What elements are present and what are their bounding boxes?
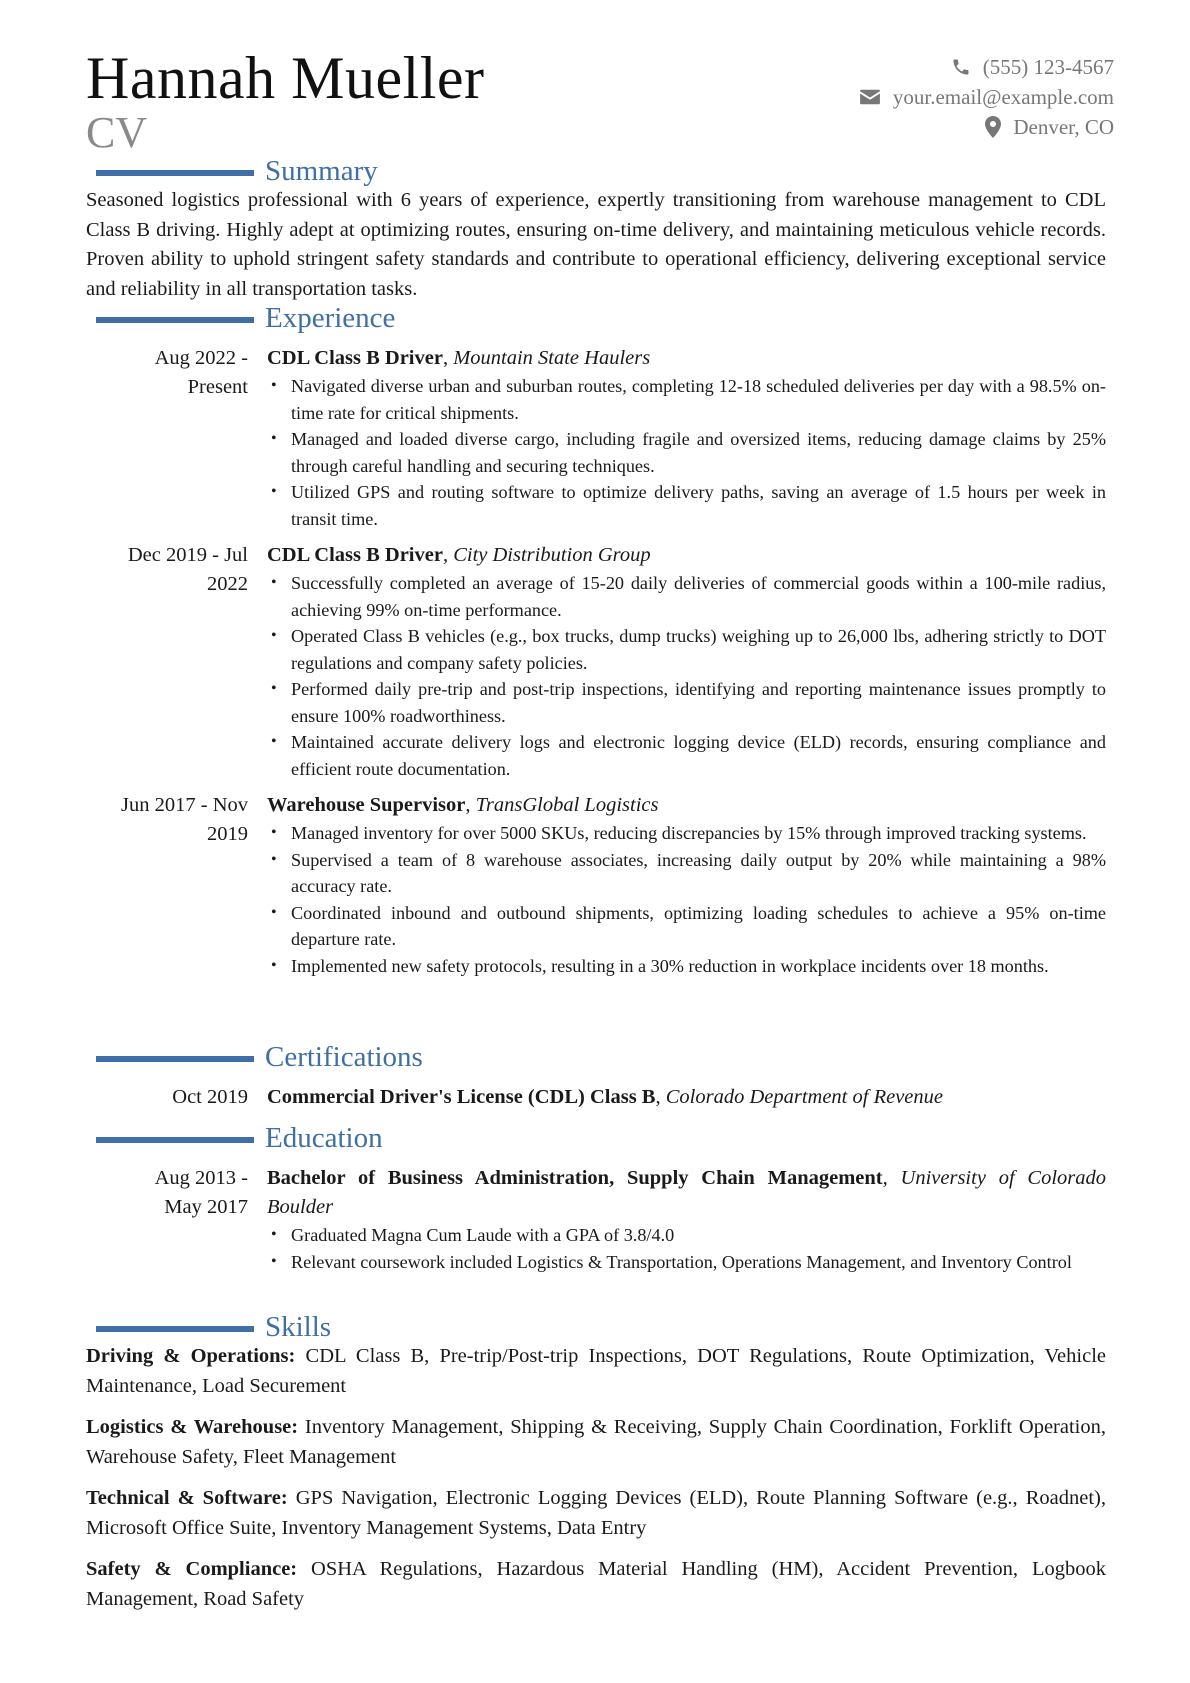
bullet-list xyxy=(267,570,1106,782)
section-accent-bar xyxy=(96,1137,254,1143)
date-end: Present xyxy=(187,376,248,398)
skill-label: Safety & Compliance: xyxy=(86,1558,298,1580)
entry-body xyxy=(267,344,1106,532)
list-item: • Implemented new safety protocols, resulting in a 30% reduction in workplace incidents over 18 months. xyxy=(267,953,1106,980)
entry-body xyxy=(267,1083,1106,1112)
date-end: 2022 xyxy=(207,573,248,595)
entry-date xyxy=(86,1083,248,1112)
date-end: 2019 xyxy=(207,823,248,845)
separator: , xyxy=(465,794,476,816)
job-title: Warehouse Supervisor xyxy=(267,794,466,816)
skill-values: GPS Navigation, Electronic Logging Devices (ELD), Route Planning Software (e.g., Roadnet), Microsoft Office Suite, Inventory Management Systems, Data Entry xyxy=(86,1487,1106,1539)
list-item: • Relevant coursework included Logistics & Transportation, Operations Management, and Inventory Control xyxy=(267,1249,1106,1276)
certification-title: Commercial Driver's License (CDL) Class B xyxy=(267,1086,656,1108)
entry-heading xyxy=(267,1164,1106,1222)
section-title: Experience xyxy=(265,302,396,334)
bullet-list xyxy=(267,1222,1106,1275)
list-item: • Coordinated inbound and outbound shipments, optimizing loading schedules to achieve a 95% on-time departure rate. xyxy=(267,900,1106,953)
list-item: • Successfully completed an average of 15-20 daily deliveries of commercial goods within a 100-mile radius, achieving 99% on-time performance. xyxy=(267,570,1106,623)
separator: , xyxy=(655,1086,666,1108)
section-header-certifications xyxy=(96,1040,423,1074)
skill-label: Driving & Operations: xyxy=(86,1345,296,1367)
skill-values: CDL Class B, Pre-trip/Post-trip Inspections, DOT Regulations, Route Optimization, Vehicle Maintenance, Load Securement xyxy=(86,1345,1106,1397)
envelope-icon xyxy=(859,88,881,106)
skills-list xyxy=(86,1342,1106,1626)
location-text: Denver, CO xyxy=(1013,114,1114,139)
skill-values: Inventory Management, Shipping & Receiving, Supply Chain Coordination, Forklift Operation, Warehouse Safety, Fleet Management xyxy=(86,1416,1106,1468)
entry-body xyxy=(267,541,1106,782)
list-item: • Supervised a team of 8 warehouse associates, increasing daily output by 20% while maintaining a 98% accuracy rate. xyxy=(267,847,1106,900)
skill-label: Logistics & Warehouse: xyxy=(86,1416,299,1438)
phone-icon xyxy=(951,57,971,77)
date-start: Jun 2017 - Nov xyxy=(121,794,248,816)
skill-label: Technical & Software: xyxy=(86,1487,288,1509)
contact-block xyxy=(694,52,1114,142)
company-name: City Distribution Group xyxy=(453,544,651,566)
skill-category xyxy=(86,1413,1106,1472)
entry-body xyxy=(267,1164,1106,1275)
date-start: Aug 2022 - xyxy=(154,347,248,369)
entry-date xyxy=(86,344,248,402)
entry-date xyxy=(86,1164,248,1222)
contact-email[interactable] xyxy=(694,82,1114,112)
school-name: University of Colorado Boulder xyxy=(267,1167,1107,1218)
summary-text: Seasoned logistics professional with 6 years of experience, expertly transitioning from warehouse management to CDL Class B driving. Highly adept at optimizing routes, ensuring on-time delivery, and maintaining meticulous vehicle records. Proven ability to uphold stringent safety standards and contribute to operational efficiency, delivering exceptional service and reliability in all transportation tasks. xyxy=(86,189,1106,300)
section-header-education xyxy=(96,1121,383,1155)
bullet-list xyxy=(267,820,1106,979)
entry-date xyxy=(86,541,248,599)
entry-body xyxy=(267,791,1106,979)
list-item: • Maintained accurate delivery logs and electronic logging device (ELD) records, ensuring compliance and efficient route documentation. xyxy=(267,729,1106,782)
list-item: • Managed inventory for over 5000 SKUs, reducing discrepancies by 15% through improved tracking systems. xyxy=(267,820,1106,847)
list-item: • Managed and loaded diverse cargo, including fragile and oversized items, reducing damage claims by 25% through careful handling and securing techniques. xyxy=(267,426,1106,479)
entry-heading xyxy=(267,1083,1106,1112)
list-item: • Navigated diverse urban and suburban routes, completing 12-18 scheduled deliveries per day with a 98.5% on-time rate for critical shipments. xyxy=(267,373,1106,426)
contact-phone[interactable] xyxy=(694,52,1114,82)
section-accent-bar xyxy=(96,317,254,323)
degree-title: Bachelor of Business Administration, Supply Chain Management xyxy=(267,1167,883,1189)
phone-text: (555) 123-4567 xyxy=(982,54,1114,79)
section-accent-bar xyxy=(96,1326,254,1332)
section-header-summary xyxy=(96,154,378,188)
skill-category xyxy=(86,1555,1106,1614)
section-accent-bar xyxy=(96,1056,254,1062)
entry-date xyxy=(86,791,248,849)
skill-category xyxy=(86,1484,1106,1543)
date-start: Dec 2019 - Jul xyxy=(127,544,248,566)
contact-location xyxy=(694,112,1114,142)
email-text: your.email@example.com xyxy=(892,84,1114,109)
skill-values: OSHA Regulations, Hazardous Material Handling (HM), Accident Prevention, Logbook Management, Road Safety xyxy=(86,1558,1106,1610)
date-single: Oct 2019 xyxy=(172,1086,248,1108)
company-name: Mountain State Haulers xyxy=(453,347,651,369)
section-header-experience xyxy=(96,301,395,335)
separator: , xyxy=(882,1167,901,1189)
separator: , xyxy=(442,347,454,369)
date-start: Aug 2013 - xyxy=(154,1167,248,1189)
job-title: CDL Class B Driver xyxy=(267,347,443,369)
section-title: Skills xyxy=(265,1311,332,1343)
entry-heading xyxy=(267,541,1106,570)
skill-category xyxy=(86,1342,1106,1401)
map-pin-icon xyxy=(985,116,1001,138)
date-end: May 2017 xyxy=(164,1196,248,1218)
document-subtitle: CV xyxy=(86,108,148,157)
section-header-skills xyxy=(96,1310,331,1344)
list-item: • Utilized GPS and routing software to optimize delivery paths, saving an average of 1.5 hours per week in transit time. xyxy=(267,479,1106,532)
list-item: • Performed daily pre-trip and post-trip inspections, identifying and reporting maintenance issues promptly to ensure 100% roadworthiness. xyxy=(267,676,1106,729)
section-title: Summary xyxy=(265,155,378,187)
list-item: • Operated Class B vehicles (e.g., box trucks, dump trucks) weighing up to 26,000 lbs, adhering strictly to DOT regulations and company safety policies. xyxy=(267,623,1106,676)
issuer-name: Colorado Department of Revenue xyxy=(665,1086,943,1108)
entry-heading xyxy=(267,791,1106,820)
section-accent-bar xyxy=(96,170,254,176)
list-item: • Graduated Magna Cum Laude with a GPA of 3.8/4.0 xyxy=(267,1222,1106,1249)
section-title: Certifications xyxy=(265,1041,423,1073)
bullet-list xyxy=(267,373,1106,532)
candidate-name: Hannah Mueller xyxy=(86,45,485,111)
entry-heading xyxy=(267,344,1106,373)
job-title: CDL Class B Driver xyxy=(267,544,443,566)
company-name: TransGlobal Logistics xyxy=(475,794,659,816)
separator: , xyxy=(442,544,454,566)
section-title: Education xyxy=(265,1122,383,1154)
